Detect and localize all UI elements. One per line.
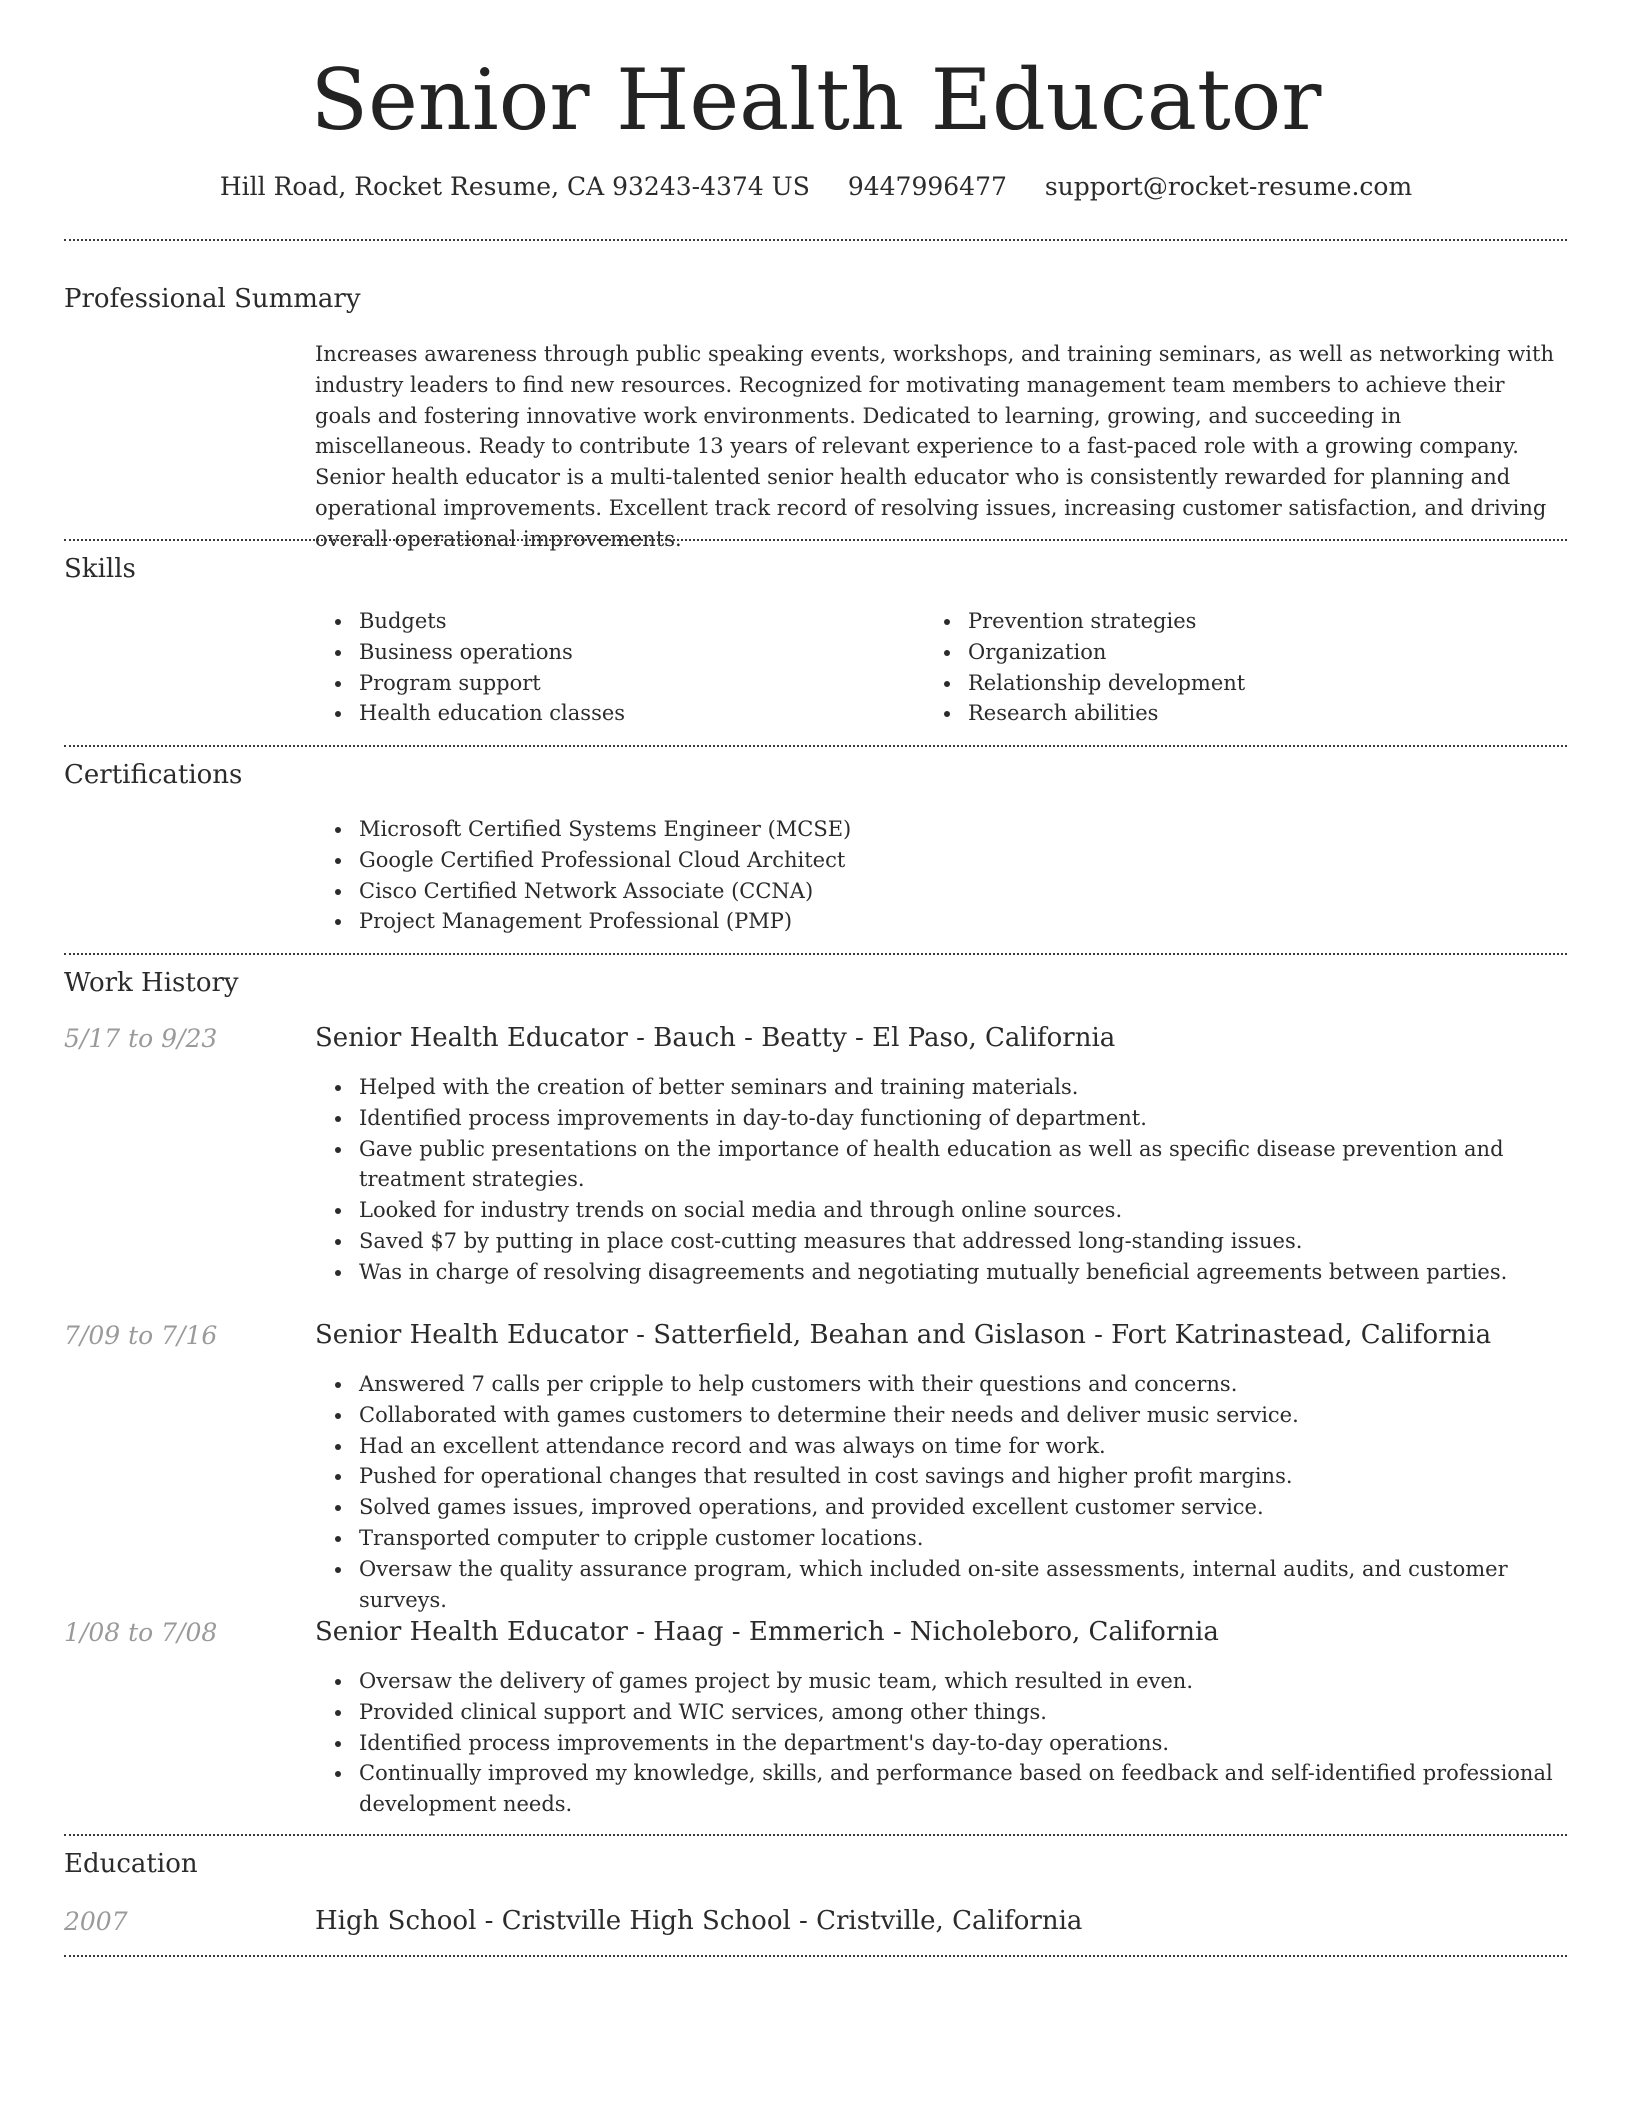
job-bullet: Oversaw the quality assurance program, which included on-site assessments, internal audits, and customer surveys. bbox=[315, 1554, 1560, 1616]
job-bullet: Gave public presentations on the importance of health education as well as specific disease prevention and treatment strategies. bbox=[315, 1134, 1560, 1196]
job-bullet: Continually improved my knowledge, skills, and performance based on feedback and self-identified professional development needs. bbox=[315, 1758, 1560, 1820]
job-bullet: Identified process improvements in the department's day-to-day operations. bbox=[315, 1728, 1560, 1759]
job-bullet: Identified process improvements in day-to-day functioning of department. bbox=[315, 1103, 1560, 1134]
divider bbox=[64, 239, 1567, 241]
skills-list-right bbox=[924, 606, 1524, 729]
divider bbox=[64, 539, 1567, 541]
job-bullet: Looked for industry trends on social media and through online sources. bbox=[315, 1195, 1560, 1226]
certification-item: Google Certified Professional Cloud Architect bbox=[315, 845, 1315, 876]
section-title-certifications: Certifications bbox=[64, 760, 243, 790]
certifications-list bbox=[315, 814, 1315, 937]
section-title-summary: Professional Summary bbox=[64, 284, 361, 314]
job-heading: Senior Health Educator - Bauch - Beatty - El Paso, California bbox=[315, 1023, 1116, 1053]
divider bbox=[64, 1834, 1567, 1836]
education-heading: High School - Cristville High School - Cristville, California bbox=[315, 1906, 1083, 1936]
job-heading: Senior Health Educator - Haag - Emmerich - Nicholeboro, California bbox=[315, 1617, 1219, 1647]
skill-item: Relationship development bbox=[924, 668, 1524, 699]
section-title-education: Education bbox=[64, 1849, 198, 1879]
summary-text: Increases awareness through public speaking events, workshops, and training seminars, as well as networking with industry leaders to find new resources. Recognized for motivating management team members to achieve their goals and fostering innovative work environments. Dedicated to learning, growing, and succeeding in miscellaneous. Ready to contribute 13 years of relevant experience to a fast-paced role with a growing company. Senior health educator is a multi-talented senior health educator who is consistently rewarded for planning and operational improvements. Excellent track record of resolving issues, increasing customer satisfaction, and driving overall operational improvements. bbox=[315, 342, 1554, 551]
education-year: 2007 bbox=[64, 1907, 128, 1936]
job-bullets bbox=[315, 1369, 1560, 1615]
certification-item: Project Management Professional (PMP) bbox=[315, 906, 1315, 937]
divider bbox=[64, 745, 1567, 747]
skill-item: Organization bbox=[924, 637, 1524, 668]
contact-line bbox=[0, 169, 1632, 205]
skill-item: Research abilities bbox=[924, 698, 1524, 729]
skill-item: Health education classes bbox=[315, 698, 915, 729]
job-bullets bbox=[315, 1666, 1560, 1820]
section-title-skills: Skills bbox=[64, 554, 136, 584]
skill-item: Program support bbox=[315, 668, 915, 699]
skill-item: Business operations bbox=[315, 637, 915, 668]
job-heading: Senior Health Educator - Satterfield, Beahan and Gislason - Fort Katrinastead, California bbox=[315, 1320, 1492, 1350]
candidate-name: Senior Health Educator bbox=[310, 51, 1322, 149]
job-bullet: Answered 7 calls per cripple to help customers with their questions and concerns. bbox=[315, 1369, 1560, 1400]
skills-list-left bbox=[315, 606, 915, 729]
contact-email: support@rocket-resume.com bbox=[1044, 172, 1413, 201]
job-bullet: Collaborated with games customers to determine their needs and deliver music service. bbox=[315, 1400, 1560, 1431]
contact-address: Hill Road, Rocket Resume, CA 93243-4374 US bbox=[219, 172, 810, 201]
job-dates: 1/08 to 7/08 bbox=[64, 1618, 218, 1647]
section-title-work-history: Work History bbox=[64, 968, 239, 998]
job-dates: 7/09 to 7/16 bbox=[64, 1321, 218, 1350]
skill-item: Prevention strategies bbox=[924, 606, 1524, 637]
skill-item: Budgets bbox=[315, 606, 915, 637]
job-bullet: Helped with the creation of better seminars and training materials. bbox=[315, 1072, 1560, 1103]
certification-item: Microsoft Certified Systems Engineer (MCSE) bbox=[315, 814, 1315, 845]
job-bullets bbox=[315, 1072, 1560, 1288]
job-bullet: Solved games issues, improved operations, and provided excellent customer service. bbox=[315, 1492, 1560, 1523]
job-bullet: Oversaw the delivery of games project by music team, which resulted in even. bbox=[315, 1666, 1560, 1697]
job-bullet: Transported computer to cripple customer locations. bbox=[315, 1523, 1560, 1554]
job-bullet: Pushed for operational changes that resulted in cost savings and higher profit margins. bbox=[315, 1461, 1560, 1492]
job-bullet: Provided clinical support and WIC services, among other things. bbox=[315, 1697, 1560, 1728]
job-dates: 5/17 to 9/23 bbox=[64, 1024, 218, 1053]
certification-item: Cisco Certified Network Associate (CCNA) bbox=[315, 876, 1315, 907]
divider bbox=[64, 1955, 1567, 1957]
divider bbox=[64, 953, 1567, 955]
job-bullet: Was in charge of resolving disagreements and negotiating mutually beneficial agreements between parties. bbox=[315, 1257, 1560, 1288]
job-bullet: Had an excellent attendance record and was always on time for work. bbox=[315, 1431, 1560, 1462]
job-bullet: Saved $7 by putting in place cost-cutting measures that addressed long-standing issues. bbox=[315, 1226, 1560, 1257]
contact-phone: 9447996477 bbox=[847, 172, 1007, 201]
